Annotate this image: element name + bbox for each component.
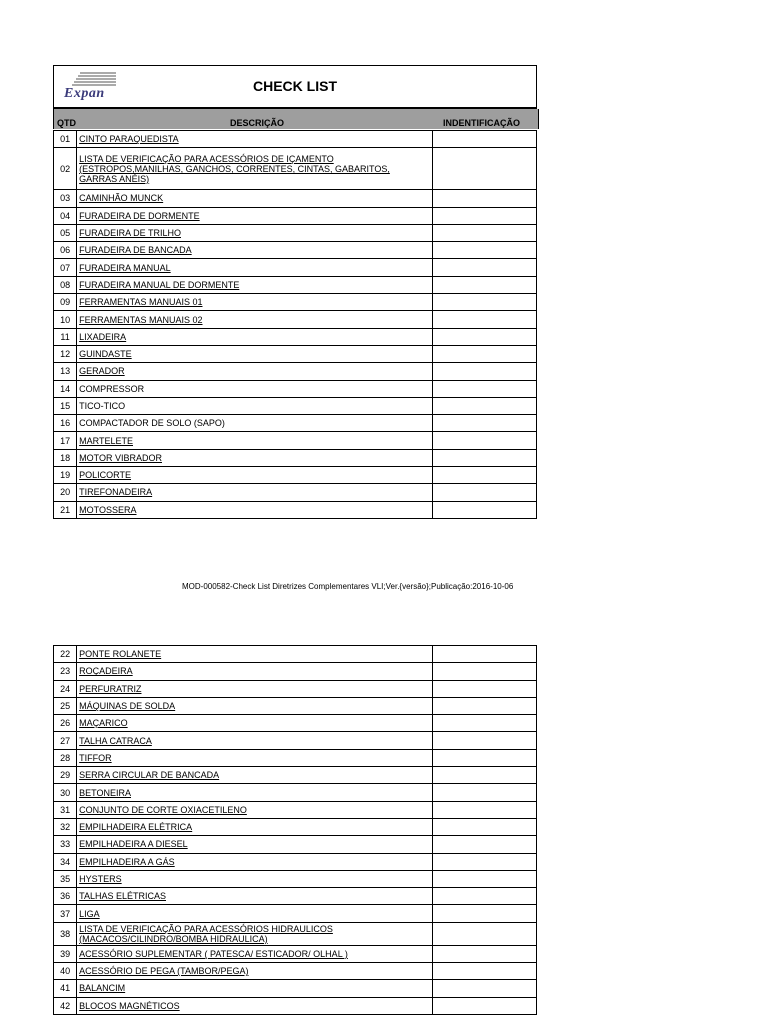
table-row (54, 259, 537, 276)
item-identification-cell[interactable] (433, 870, 537, 887)
table-row (54, 380, 537, 397)
item-number: 01 (54, 131, 77, 148)
item-identification-cell[interactable] (433, 853, 537, 870)
item-identification-cell[interactable] (433, 963, 537, 980)
item-number: 33 (54, 836, 77, 853)
item-number: 07 (54, 259, 77, 276)
table-row (54, 663, 537, 680)
item-identification-cell[interactable] (433, 888, 537, 905)
item-number: 04 (54, 207, 77, 224)
page-title: CHECK LIST (253, 78, 337, 94)
item-identification-cell[interactable] (433, 345, 537, 362)
item-number: 05 (54, 224, 77, 241)
item-identification-cell[interactable] (433, 663, 537, 680)
item-number: 12 (54, 345, 77, 362)
item-description-link[interactable]: LISTA DE VERIFICAÇÃO PARA ACESSÓRIOS HIDRAULICOS (MACACOS/CILINDRO/BOMBA HIDRAULICA) (79, 923, 333, 944)
item-description-link[interactable]: FURADEIRA MANUAL (79, 262, 171, 273)
checklist-header (53, 65, 537, 109)
item-description[interactable] (77, 328, 433, 345)
column-header-qtd: QTD (57, 118, 76, 128)
item-number: 24 (54, 680, 77, 697)
item-number: 02 (54, 148, 77, 190)
table-row (54, 963, 537, 980)
item-description[interactable] (77, 980, 433, 997)
item-number: 30 (54, 784, 77, 801)
item-description[interactable] (77, 224, 433, 241)
item-number: 19 (54, 467, 77, 484)
item-identification-cell[interactable] (433, 294, 537, 311)
table-row (54, 449, 537, 466)
item-description-link[interactable]: LISTA DE VERIFICAÇÃO PARA ACESSÓRIOS DE IÇAMENTO (ESTROPOS,MANILHAS, GANCHOS, CORRENTES, CINTAS, GABARITOS, GARRAS ANÉIS) (79, 153, 390, 184)
item-identification-cell[interactable] (433, 680, 537, 697)
column-header-descricao: DESCRIÇÃO (230, 118, 285, 128)
item-number: 22 (54, 646, 77, 663)
item-description[interactable] (77, 380, 433, 397)
table-row (54, 997, 537, 1014)
item-description-link[interactable]: MOTOR VIBRADOR (79, 452, 162, 463)
item-description-link[interactable]: ACESSÓRIO DE PEGA (TAMBOR/PEGA) (79, 966, 249, 977)
table-row (54, 397, 537, 414)
item-number: 17 (54, 432, 77, 449)
item-description[interactable] (77, 836, 433, 853)
item-description-link[interactable]: EMPILHADEIRA ELÉTRICA (79, 822, 193, 833)
item-identification-cell[interactable] (433, 363, 537, 380)
item-description-link[interactable]: TALHAS ELÉTRICAS (79, 891, 166, 902)
item-identification-cell[interactable] (433, 484, 537, 501)
table-row (54, 749, 537, 766)
table-row (54, 646, 537, 663)
item-description-link[interactable]: PONTE ROLANETE (79, 649, 162, 660)
item-identification-cell[interactable] (433, 415, 537, 432)
checklist-table-2 (53, 645, 537, 1015)
table-row (54, 697, 537, 714)
table-row (54, 328, 537, 345)
item-description-link: COMPACTADOR DE SOLO (SAPO) (79, 418, 225, 429)
item-identification-cell[interactable] (433, 732, 537, 749)
item-description[interactable] (77, 870, 433, 887)
item-identification-cell[interactable] (433, 767, 537, 784)
item-identification-cell[interactable] (433, 328, 537, 345)
table-row (54, 818, 537, 835)
table-row (54, 732, 537, 749)
item-identification-cell[interactable] (433, 380, 537, 397)
item-description[interactable] (77, 484, 433, 501)
item-description[interactable] (77, 697, 433, 714)
item-description-link[interactable]: TALHA CATRACA (79, 735, 152, 746)
item-description-link[interactable]: BETONEIRA (79, 787, 131, 798)
item-description-link[interactable]: CINTO PARAQUEDISTA (79, 134, 179, 145)
table-row (54, 363, 537, 380)
item-identification-cell[interactable] (433, 997, 537, 1014)
item-identification-cell[interactable] (433, 980, 537, 997)
table-row (54, 836, 537, 853)
item-number: 15 (54, 397, 77, 414)
item-description[interactable] (77, 801, 433, 818)
item-description[interactable] (77, 449, 433, 466)
checklist-table-1 (53, 130, 537, 519)
item-description-link[interactable]: CONJUNTO DE CORTE OXIACETILENO (79, 804, 247, 815)
item-identification-cell[interactable] (433, 207, 537, 224)
item-number: 09 (54, 294, 77, 311)
item-identification-cell[interactable] (433, 945, 537, 962)
item-description[interactable] (77, 190, 433, 207)
item-number: 06 (54, 242, 77, 259)
table-row (54, 415, 537, 432)
item-identification-cell[interactable] (433, 784, 537, 801)
item-identification-cell[interactable] (433, 715, 537, 732)
item-description-link[interactable]: FURADEIRA MANUAL DE DORMENTE (79, 279, 240, 290)
item-identification-cell[interactable] (433, 148, 537, 190)
item-description[interactable] (77, 922, 433, 945)
item-description-link[interactable]: PERFURATRIZ (79, 683, 142, 694)
table-row (54, 501, 537, 518)
table-row (54, 345, 537, 362)
item-number: 10 (54, 311, 77, 328)
item-identification-cell[interactable] (433, 311, 537, 328)
item-description-link[interactable]: FURADEIRA DE DORMENTE (79, 210, 200, 221)
item-description-link[interactable]: MAÇARICO (79, 718, 128, 729)
item-identification-cell[interactable] (433, 749, 537, 766)
item-description-link[interactable]: MOTOSSERA (79, 504, 137, 515)
item-identification-cell[interactable] (433, 432, 537, 449)
item-identification-cell[interactable] (433, 131, 537, 148)
table-row (54, 131, 537, 148)
item-number: 37 (54, 905, 77, 922)
item-number: 13 (54, 363, 77, 380)
item-description[interactable] (77, 853, 433, 870)
item-description[interactable] (77, 397, 433, 414)
item-description[interactable] (77, 732, 433, 749)
item-number: 29 (54, 767, 77, 784)
table-row (54, 276, 537, 293)
table-row (54, 148, 537, 190)
item-description-link[interactable]: EMPILHADEIRA A DIESEL (79, 839, 188, 850)
item-description-link[interactable]: TIFFOR (79, 752, 112, 763)
item-number: 35 (54, 870, 77, 887)
item-description[interactable] (77, 131, 433, 148)
item-description-link[interactable]: GUINDASTE (79, 349, 132, 360)
item-number: 25 (54, 697, 77, 714)
table-row (54, 484, 537, 501)
item-description[interactable] (77, 345, 433, 362)
item-description-link[interactable]: HYSTERS (79, 874, 122, 884)
item-number: 27 (54, 732, 77, 749)
item-number: 20 (54, 484, 77, 501)
item-number: 03 (54, 190, 77, 207)
item-description-link[interactable]: TIREFONADEIRA (79, 487, 153, 498)
item-description[interactable] (77, 905, 433, 922)
item-number: 16 (54, 415, 77, 432)
item-identification-cell[interactable] (433, 905, 537, 922)
table-row (54, 784, 537, 801)
item-description-link[interactable]: SERRA CIRCULAR DE BANCADA (79, 770, 220, 781)
item-number: 42 (54, 997, 77, 1014)
item-description[interactable] (77, 997, 433, 1014)
item-description[interactable] (77, 276, 433, 293)
item-description[interactable] (77, 501, 433, 518)
column-header-identificacao: INDENTIFICAÇÃO (443, 118, 520, 128)
item-description[interactable] (77, 818, 433, 835)
table-row (54, 922, 537, 945)
column-header-bar (53, 109, 539, 129)
item-number: 18 (54, 449, 77, 466)
item-description[interactable] (77, 294, 433, 311)
item-description-link[interactable]: ACESSÓRIO SUPLEMENTAR ( PATESCA/ ESTICADOR/ OLHAL ) (79, 948, 348, 959)
item-number: 23 (54, 663, 77, 680)
item-identification-cell[interactable] (433, 467, 537, 484)
item-description[interactable] (77, 311, 433, 328)
item-number: 39 (54, 945, 77, 962)
item-description-link[interactable]: LIXADEIRA (79, 331, 127, 342)
table-row (54, 242, 537, 259)
item-identification-cell[interactable] (433, 697, 537, 714)
item-number: 36 (54, 888, 77, 905)
item-description[interactable] (77, 415, 433, 432)
table-row (54, 801, 537, 818)
item-description-link[interactable]: FURADEIRA DE TRILHO (79, 228, 181, 239)
table-row (54, 680, 537, 697)
item-description-link[interactable]: BLOCOS MAGNÉTICOS (79, 1000, 180, 1011)
item-number: 31 (54, 801, 77, 818)
item-description-link[interactable]: EMPILHADEIRA A GÁS (79, 856, 175, 867)
item-identification-cell[interactable] (433, 922, 537, 945)
item-description-link[interactable]: POLICORTE (79, 470, 131, 481)
item-description[interactable] (77, 784, 433, 801)
item-number: 38 (54, 922, 77, 945)
item-number: 26 (54, 715, 77, 732)
table-row (54, 715, 537, 732)
item-number: 21 (54, 501, 77, 518)
item-description[interactable] (77, 749, 433, 766)
item-identification-cell[interactable] (433, 397, 537, 414)
item-description-link: COMPRESSOR (79, 383, 145, 394)
table-row (54, 294, 537, 311)
item-description[interactable] (77, 432, 433, 449)
item-description-link[interactable]: FURADEIRA DE BANCADA (79, 245, 192, 256)
item-description-link: TICO-TICO (79, 401, 126, 411)
item-description[interactable] (77, 715, 433, 732)
item-description-link[interactable]: BALANCIM (79, 983, 126, 994)
item-identification-cell[interactable] (433, 818, 537, 835)
item-identification-cell[interactable] (433, 836, 537, 853)
item-number: 41 (54, 980, 77, 997)
table-row (54, 224, 537, 241)
table-row (54, 190, 537, 207)
table-row (54, 888, 537, 905)
item-description[interactable] (77, 467, 433, 484)
item-description-link[interactable]: MARTELETE (79, 435, 133, 446)
item-number: 40 (54, 963, 77, 980)
table-row (54, 207, 537, 224)
table-row (54, 870, 537, 887)
item-description-link[interactable]: GERADOR (79, 366, 125, 377)
item-description[interactable] (77, 963, 433, 980)
table-row (54, 853, 537, 870)
table-row (54, 905, 537, 922)
table-row (54, 945, 537, 962)
item-description-link[interactable]: MÁQUINAS DE SOLDA (79, 701, 176, 712)
item-description-link[interactable]: CAMINHÃO MUNCK (79, 193, 164, 204)
item-description-link[interactable]: FERRAMENTAS MANUAIS 02 (79, 314, 203, 325)
table-row (54, 467, 537, 484)
item-description[interactable] (77, 888, 433, 905)
item-identification-cell[interactable] (433, 501, 537, 518)
item-number: 08 (54, 276, 77, 293)
item-identification-cell[interactable] (433, 259, 537, 276)
item-description[interactable] (77, 363, 433, 380)
item-description[interactable] (77, 207, 433, 224)
item-description[interactable] (77, 242, 433, 259)
table-row (54, 980, 537, 997)
item-description[interactable] (77, 259, 433, 276)
table-row (54, 432, 537, 449)
item-description[interactable] (77, 663, 433, 680)
item-number: 32 (54, 818, 77, 835)
table-row (54, 311, 537, 328)
item-description[interactable] (77, 148, 433, 190)
item-identification-cell[interactable] (433, 242, 537, 259)
item-number: 11 (54, 328, 77, 345)
item-identification-cell[interactable] (433, 276, 537, 293)
logo-wordmark: Expan (64, 86, 105, 101)
item-identification-cell[interactable] (433, 801, 537, 818)
item-identification-cell[interactable] (433, 224, 537, 241)
item-number: 28 (54, 749, 77, 766)
item-number: 14 (54, 380, 77, 397)
document-reference: MOD-000582-Check List Diretrizes Complementares VLI;Ver.{versão};Publicação:2016-10-06 (182, 582, 514, 591)
item-identification-cell[interactable] (433, 190, 537, 207)
item-description[interactable] (77, 945, 433, 962)
item-description[interactable] (77, 767, 433, 784)
item-number: 34 (54, 853, 77, 870)
item-description-link[interactable]: LIGA (79, 908, 100, 919)
item-description-link[interactable]: ROÇADEIRA (79, 666, 133, 677)
item-identification-cell[interactable] (433, 646, 537, 663)
item-identification-cell[interactable] (433, 449, 537, 466)
item-description[interactable] (77, 646, 433, 663)
item-description-link[interactable]: FERRAMENTAS MANUAIS 01 (79, 297, 203, 308)
table-row (54, 767, 537, 784)
item-description[interactable] (77, 680, 433, 697)
